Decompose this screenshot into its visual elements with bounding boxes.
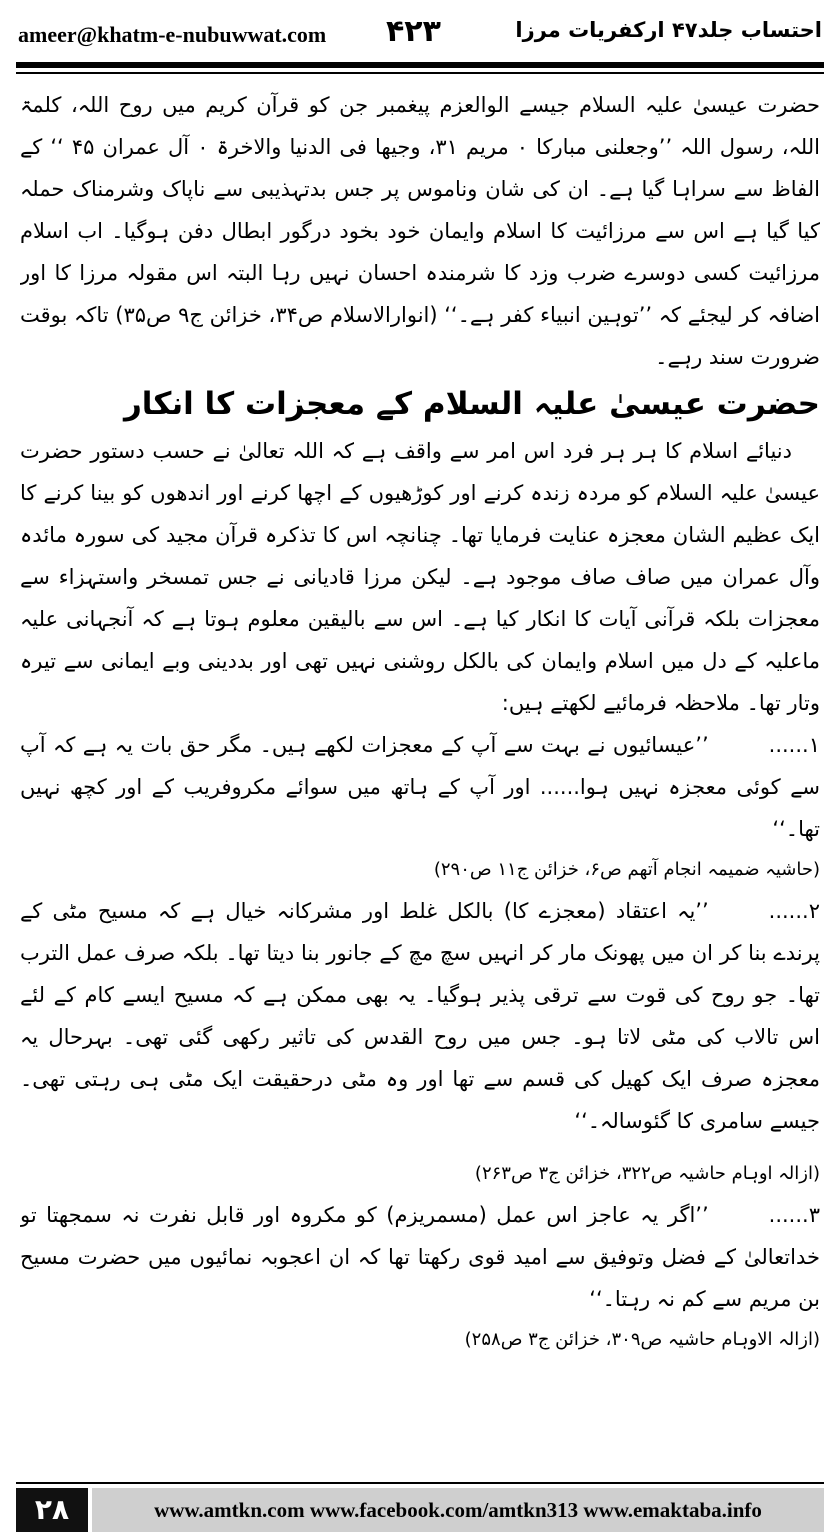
article-body: [20, 84, 820, 1436]
header-rule-thin: [16, 72, 824, 74]
header-rule-thick: [16, 62, 824, 68]
header-email: ameer@khatm-e-nubuwwat.com: [18, 22, 327, 47]
quote-1-text: ’’عیسائیوں نے بہت سے آپ کے معجزات لکھے ہیں۔ مگر حق بات یہ ہے کہ آپ سے کوئی معجزہ نہیں ہوا...... اور آپ کے ہاتھ میں سوائے مکروفریب کے اور کچھ نہیں تھا۔‘‘: [20, 733, 820, 841]
quote-3-text: ’’اگر یہ عاجز اس عمل (مسمریزم) کو مکروہ اور قابل نفرت نہ سمجھتا تو خداتعالیٰ کے فضل وتوفیق سے امید قوی رکھتا تھا کہ ان اعجوبہ نمائیوں میں حضرت مسیح بن مریم سے کم نہ رہتا۔‘‘: [20, 1203, 820, 1311]
quote-2-reference: (ازالہ اوہام حاشیہ ص۳۲۲، خزائن ج۳ ص۲۶۳): [474, 1163, 820, 1184]
section-heading: حضرت عیسیٰ علیہ السلام کے معجزات کا انکار: [123, 386, 820, 422]
footer-links: www.amtkn.com www.facebook.com/amtkn313 www.emaktaba.info: [92, 1488, 824, 1532]
quote-2-number: ۲......: [768, 899, 820, 923]
quote-1: [20, 724, 820, 850]
header-title: احتساب جلد۴۷ ارکفریات مرزا: [515, 18, 822, 42]
quote-2-text: ’’یہ اعتقاد (معجزے کا) بالکل غلط اور مشرکانہ خیال ہے کہ مسیح مٹی کے پرندے بنا کر ان میں پھونک مار کر انہیں سچ مچ کے جانور بنا دیتا تھا۔ بلکہ صرف عمل الترب تھا۔ جو روح کی قوت سے ترقی پذیر ہوگیا۔ یہ بھی ممکن ہے کہ مسیح ایسے کام کے لئے اس تالاب کی مٹی لاتا ہو۔ جس میں روح القدس کی تاثیر رکھی گئی تھی۔ بہرحال یہ معجزہ صرف ایک کھیل کی قسم سے تھا اور وہ مٹی درحقیقت ایک مٹی ہی رہتی تھی۔ جیسے سامری کا گئوسالہ۔‘‘: [20, 899, 820, 1133]
quote-1-number: ۱......: [768, 733, 820, 757]
quote-3-number: ۳......: [768, 1203, 820, 1227]
footer-rule: [16, 1482, 824, 1484]
quote-1-reference: (حاشیہ ضمیمہ انجام آتھم ص۶، خزائن ج۱۱ ص۲۹۰): [433, 859, 820, 880]
quote-3: [20, 1194, 820, 1320]
paragraph-intro: حضرت عیسیٰ علیہ السلام جیسے الوالعزم پیغمبر جن کو قرآن کریم میں روح اللہ، کلمۃ اللہ، رسول اللہ ’’وجعلنی مبارکا ۰ مریم ۳۱، وجیھا فی الدنیا والاخرۃ ۰ آل عمران ۴۵ ‘‘ کے الفاظ سے سراہا گیا ہے۔ ان کی شان وناموس پر جس بدتہذیبی سے ناپاک وشرمناک حملہ کیا گیا ہے اس سے مرزائیت کا اسلام وایمان خود بخود درگور ابطال دفن ہوگیا۔ اب اسلام مرزائیت کسی دوسرے ضرب وزد کا شرمندہ احسان نہیں رہا البتہ اس مقولہ مرزا کا اور اضافہ کر لیجئے کہ ’’توہین انبیاء کفر ہے۔‘‘ (انوارالاسلام ص۳۴، خزائن ج۹ ص۳۵) تاکہ بوقت ضرورت سند رہے۔: [20, 93, 820, 369]
paragraph-miracles: دنیائے اسلام کا ہر ہر فرد اس امر سے واقف ہے کہ اللہ تعالیٰ نے حسب دستور حضرت عیسیٰ علیہ السلام کو مردہ زندہ کرنے اور کوڑھیوں کے اچھا کرنے اور اندھوں کو بینا کرنے کا ایک عظیم الشان معجزہ عنایت فرمایا تھا۔ چنانچہ اس کا تذکرہ قرآن مجید کی سورہ مائدہ وآل عمران میں صاف صاف موجود ہے۔ لیکن مرزا قادیانی نے جس تمسخر واستہزاء سے معجزات بلکہ قرآنی آیات کا انکار کیا ہے۔ اس سے بالیقین معلوم ہوتا ہے کہ آنجہانی علیہ ماعلیہ کے دل میں اسلام وایمان کی بالکل روشنی نہیں تھی اور بددینی وبے ایمانی سے تیرہ وتار تھا۔ ملاحظہ فرمائیے لکھتے ہیں:: [20, 439, 820, 715]
page-header: [18, 14, 822, 58]
quote-2: [20, 890, 820, 1142]
footer-page-number: ۲۸: [16, 1488, 88, 1532]
page-footer: [16, 1488, 824, 1532]
spacer: [20, 1142, 820, 1154]
header-page-number: ۴۲۳: [386, 14, 441, 49]
quote-3-reference: (ازالہ الاوہام حاشیہ ص۳۰۹، خزائن ج۳ ص۲۵۸): [464, 1329, 820, 1350]
